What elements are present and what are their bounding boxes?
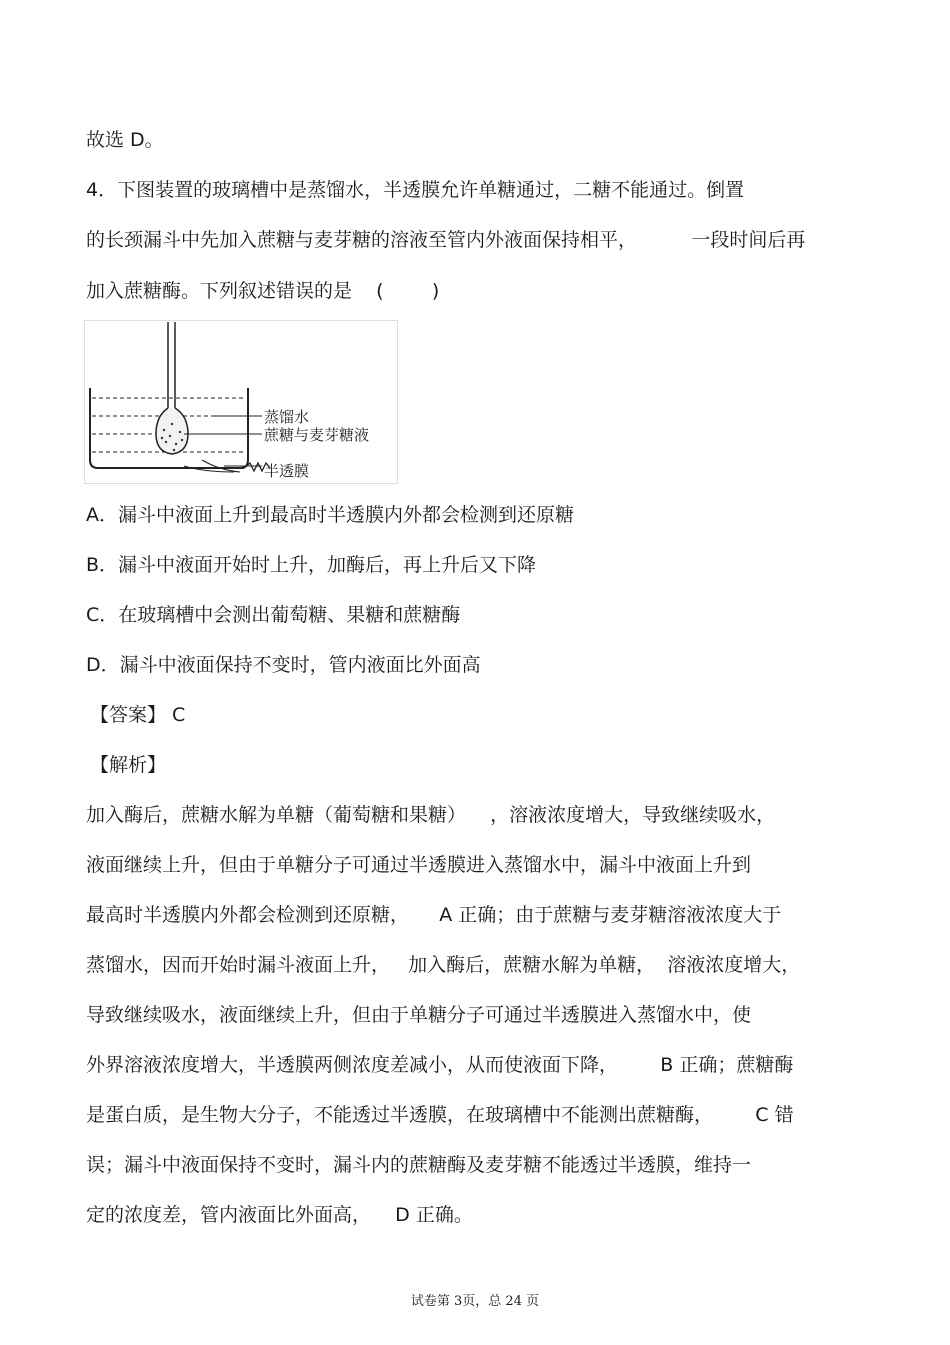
funnel-bulb (156, 408, 188, 454)
option-a: A．漏斗中液面上升到最高时半透膜内外都会检测到还原糖 (86, 504, 574, 526)
solution-dot (181, 439, 183, 441)
analysis-line: 最高时半透膜内外都会检测到还原糖， A 正确；由于蔗糖与麦芽糖溶液浓度大于 (86, 904, 782, 926)
option-c: C．在玻璃槽中会测出葡萄糖、果糖和蔗糖酶 (86, 604, 461, 626)
analysis-line: 外界溶液浓度增大，半透膜两侧浓度差减小，从而使液面下降， B 正确；蔗糖酶 (86, 1054, 794, 1076)
option-b: B．漏斗中液面开始时上升，加酶后，再上升后又下降 (86, 554, 537, 576)
label-membrane: 半透膜 (264, 462, 310, 480)
question-line: 4．下图装置的玻璃槽中是蒸馏水，半透膜允许单糖通过，二糖不能通过。倒置 (86, 179, 745, 201)
solution-dot (179, 431, 181, 433)
solution-dot (161, 437, 163, 439)
previous-conclusion: 故选 D。 (86, 129, 164, 151)
page-footer: 试卷第 3页，总 24 页 (410, 1294, 540, 1309)
analysis-line: 导致继续吸水，液面继续上升，但由于单糖分子可通过半透膜进入蒸馏水中，使 (86, 1004, 752, 1026)
solution-dot (173, 449, 175, 451)
osmosis-apparatus-diagram (84, 320, 398, 484)
label-distilled-water: 蒸馏水 (264, 408, 310, 426)
question-line: 加入蔗糖酶。下列叙述错误的是 ( ) (86, 280, 440, 302)
solution-dot (169, 435, 171, 437)
question-line: 的长颈漏斗中先加入蔗糖与麦芽糖的溶液至管内外液面保持相平， 一段时间后再 (86, 229, 806, 251)
analysis-line: 液面继续上升，但由于单糖分子可通过半透膜进入蒸馏水中，漏斗中液面上升到 (86, 854, 752, 876)
option-d: D．漏斗中液面保持不变时，管内液面比外面高 (86, 654, 481, 676)
solution-dot (175, 443, 177, 445)
label-sugar-solution: 蔗糖与麦芽糖液 (264, 426, 370, 444)
analysis-heading: 【解析】 (90, 754, 167, 776)
analysis-line: 蒸馏水，因而开始时漏斗液面上升， 加入酶后，蔗糖水解为单糖， 溶液浓度增大， (86, 954, 801, 976)
solution-dot (163, 429, 165, 431)
analysis-line: 是蛋白质，是生物大分子，不能透过半透膜，在玻璃槽中不能测出蔗糖酶， C 错 (86, 1104, 794, 1126)
solution-dot (165, 441, 167, 443)
analysis-line: 误；漏斗中液面保持不变时，漏斗内的蔗糖酶及麦芽糖不能透过半透膜，维持一 (86, 1154, 752, 1176)
solution-dot (171, 423, 173, 425)
answer-line: 【答案】 C (90, 704, 186, 726)
analysis-line: 加入酶后，蔗糖水解为单糖（葡萄糖和果糖） ，溶液浓度增大，导致继续吸水， (86, 804, 776, 826)
analysis-line: 定的浓度差，管内液面比外面高， D 正确。 (86, 1204, 473, 1226)
apparatus-figure (84, 320, 398, 484)
trough-wall-right (240, 388, 248, 468)
